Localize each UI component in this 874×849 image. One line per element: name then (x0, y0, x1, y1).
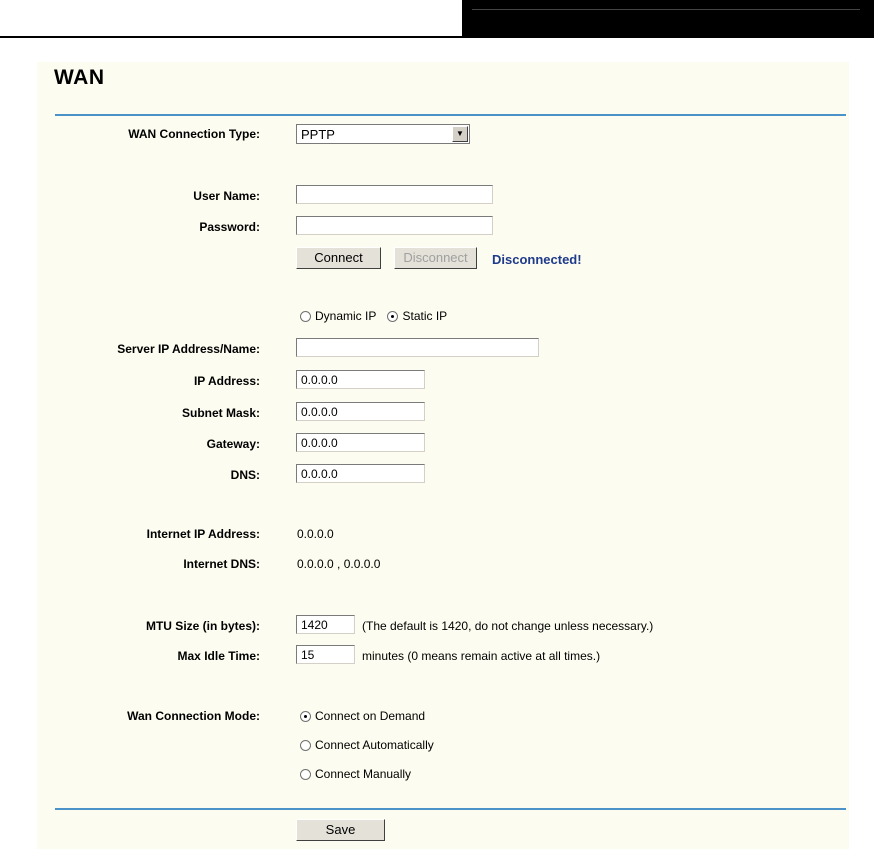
top-divider (55, 114, 846, 116)
header-bar-line (472, 9, 860, 10)
subnet-mask-label: Subnet Mask: (181, 406, 260, 420)
wan-type-label: WAN Connection Type: (128, 127, 260, 141)
mtu-input[interactable] (296, 615, 355, 634)
mode-auto-label: Connect Automatically (315, 738, 434, 752)
idle-input[interactable] (296, 645, 355, 664)
gateway-input[interactable] (296, 433, 425, 452)
ip-mode-group (300, 309, 447, 323)
header-bar (462, 0, 874, 38)
password-label: Password: (199, 220, 260, 234)
content-panel (37, 62, 849, 849)
static-ip-label: Static IP (402, 309, 448, 323)
chevron-down-icon[interactable]: ▼ (452, 126, 468, 142)
internet-dns-value: 0.0.0.0 , 0.0.0.0 (297, 557, 381, 571)
save-button[interactable]: Save (296, 819, 385, 841)
password-input[interactable] (296, 216, 493, 235)
mode-demand-radio[interactable] (300, 711, 311, 722)
mode-auto-radio[interactable] (300, 740, 311, 751)
static-ip-option[interactable] (387, 309, 447, 323)
header-rule (0, 36, 462, 38)
wan-type-select[interactable] (296, 124, 470, 144)
internet-ip-value: 0.0.0.0 (297, 527, 334, 541)
mtu-hint: (The default is 1420, do not change unless necessary.) (362, 619, 654, 633)
internet-ip-label: Internet IP Address: (146, 527, 260, 541)
subnet-mask-input[interactable] (296, 402, 425, 421)
mode-label: Wan Connection Mode: (127, 709, 260, 723)
ip-address-label: IP Address: (193, 374, 260, 388)
mode-manual-option[interactable] (300, 767, 411, 781)
username-input[interactable] (296, 185, 493, 204)
dynamic-ip-radio[interactable] (300, 311, 311, 322)
mode-manual-radio[interactable] (300, 769, 311, 780)
connect-button[interactable]: Connect (296, 247, 381, 269)
mode-auto-option[interactable] (300, 738, 434, 752)
disconnect-button[interactable]: Disconnect (394, 247, 477, 269)
bottom-divider (55, 808, 846, 810)
wan-type-value: PPTP (301, 127, 335, 142)
internet-dns-label: Internet DNS: (183, 557, 260, 571)
dns-label: DNS: (230, 468, 260, 482)
ip-address-input[interactable] (296, 370, 425, 389)
server-input[interactable] (296, 338, 539, 357)
idle-label: Max Idle Time: (177, 649, 260, 663)
gateway-label: Gateway: (206, 437, 260, 451)
mode-demand-option[interactable] (300, 709, 425, 723)
dns-input[interactable] (296, 464, 425, 483)
mtu-label: MTU Size (in bytes): (145, 619, 260, 633)
dynamic-ip-label: Dynamic IP (315, 309, 377, 323)
dynamic-ip-option[interactable] (300, 309, 376, 323)
mode-demand-label: Connect on Demand (315, 709, 426, 723)
static-ip-radio[interactable] (387, 311, 398, 322)
username-label: User Name: (193, 189, 260, 203)
mode-manual-label: Connect Manually (315, 767, 412, 781)
connection-status: Disconnected! (492, 252, 582, 267)
idle-hint: minutes (0 means remain active at all times.) (362, 649, 601, 663)
server-label: Server IP Address/Name: (117, 342, 260, 356)
page-title: WAN (54, 66, 105, 89)
